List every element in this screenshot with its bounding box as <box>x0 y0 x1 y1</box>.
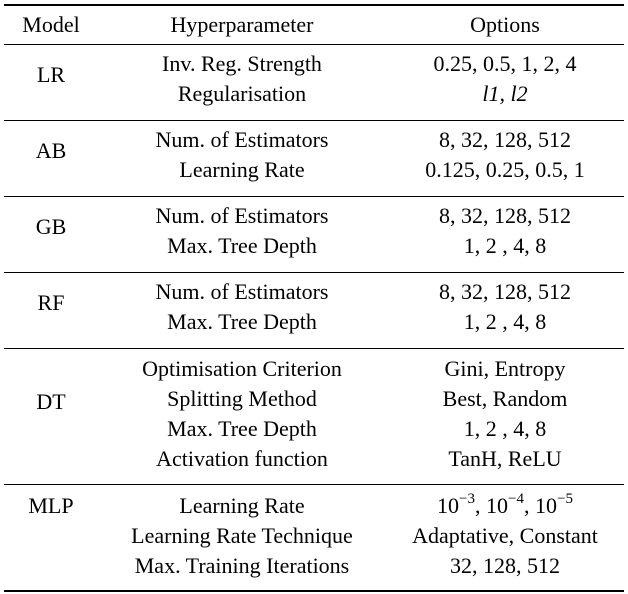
param-list <box>98 491 386 581</box>
param: Inv. Reg. Strength <box>162 51 322 76</box>
option: 1, 2 , 4, 8 <box>463 233 547 258</box>
param: Learning Rate <box>179 493 305 518</box>
param-list <box>98 354 386 474</box>
param-list <box>98 125 386 185</box>
header-options: Options <box>470 12 540 37</box>
param: Regularisation <box>177 81 307 106</box>
model-name: GB <box>35 214 67 239</box>
param: Num. of Estimators <box>155 127 329 152</box>
param: Learning Rate Technique <box>131 523 353 548</box>
param-list <box>98 201 386 261</box>
param: Max. Tree Depth <box>167 309 317 334</box>
table-header <box>4 6 624 45</box>
group-rf <box>4 273 624 349</box>
option: Best, Random <box>442 386 568 411</box>
param: Max. Tree Depth <box>167 416 317 441</box>
group-gb <box>4 197 624 273</box>
option: Gini, Entropy <box>444 356 566 381</box>
option: 8, 32, 128, 512 <box>439 279 571 304</box>
model-name: DT <box>36 389 66 414</box>
option: 8, 32, 128, 512 <box>439 203 571 228</box>
option: 0.125, 0.25, 0.5, 1 <box>425 157 585 182</box>
param-list <box>98 277 386 337</box>
option-list <box>386 201 624 261</box>
param: Max. Training Iterations <box>134 553 350 578</box>
option: Adaptative, Constant <box>412 523 598 548</box>
param: Optimisation Criterion <box>142 356 342 381</box>
group-ab <box>4 121 624 197</box>
param: Num. of Estimators <box>155 279 329 304</box>
option-list <box>386 354 624 474</box>
option: TanH, ReLU <box>448 446 562 471</box>
group-dt <box>4 349 624 485</box>
option: 1, 2 , 4, 8 <box>463 416 547 441</box>
param: Learning Rate <box>179 157 305 182</box>
hyperparameter-table <box>4 4 624 592</box>
group-mlp <box>4 485 624 590</box>
param-list <box>98 49 386 109</box>
param: Activation function <box>156 446 328 471</box>
option: 32, 128, 512 <box>450 553 560 578</box>
param: Num. of Estimators <box>155 203 329 228</box>
option-list <box>386 491 624 581</box>
option: l1, l2 <box>482 81 528 106</box>
option: 0.25, 0.5, 1, 2, 4 <box>433 51 577 76</box>
param: Max. Tree Depth <box>167 233 317 258</box>
option-list <box>386 49 624 109</box>
model-name: LR <box>36 62 66 87</box>
header-hyperparameter: Hyperparameter <box>170 12 314 37</box>
model-name: MLP <box>28 493 74 518</box>
option-list <box>386 277 624 337</box>
header-model: Model <box>22 12 80 37</box>
option: 8, 32, 128, 512 <box>439 127 571 152</box>
option: 1, 2 , 4, 8 <box>463 309 547 334</box>
param: Splitting Method <box>167 386 317 411</box>
option-learning-rates: $10^{-3}$, $10^{-4}$, $10^{-5}$ <box>437 490 573 518</box>
model-name: RF <box>37 290 65 315</box>
model-name: AB <box>35 138 67 163</box>
group-lr <box>4 45 624 121</box>
option-list <box>386 125 624 185</box>
